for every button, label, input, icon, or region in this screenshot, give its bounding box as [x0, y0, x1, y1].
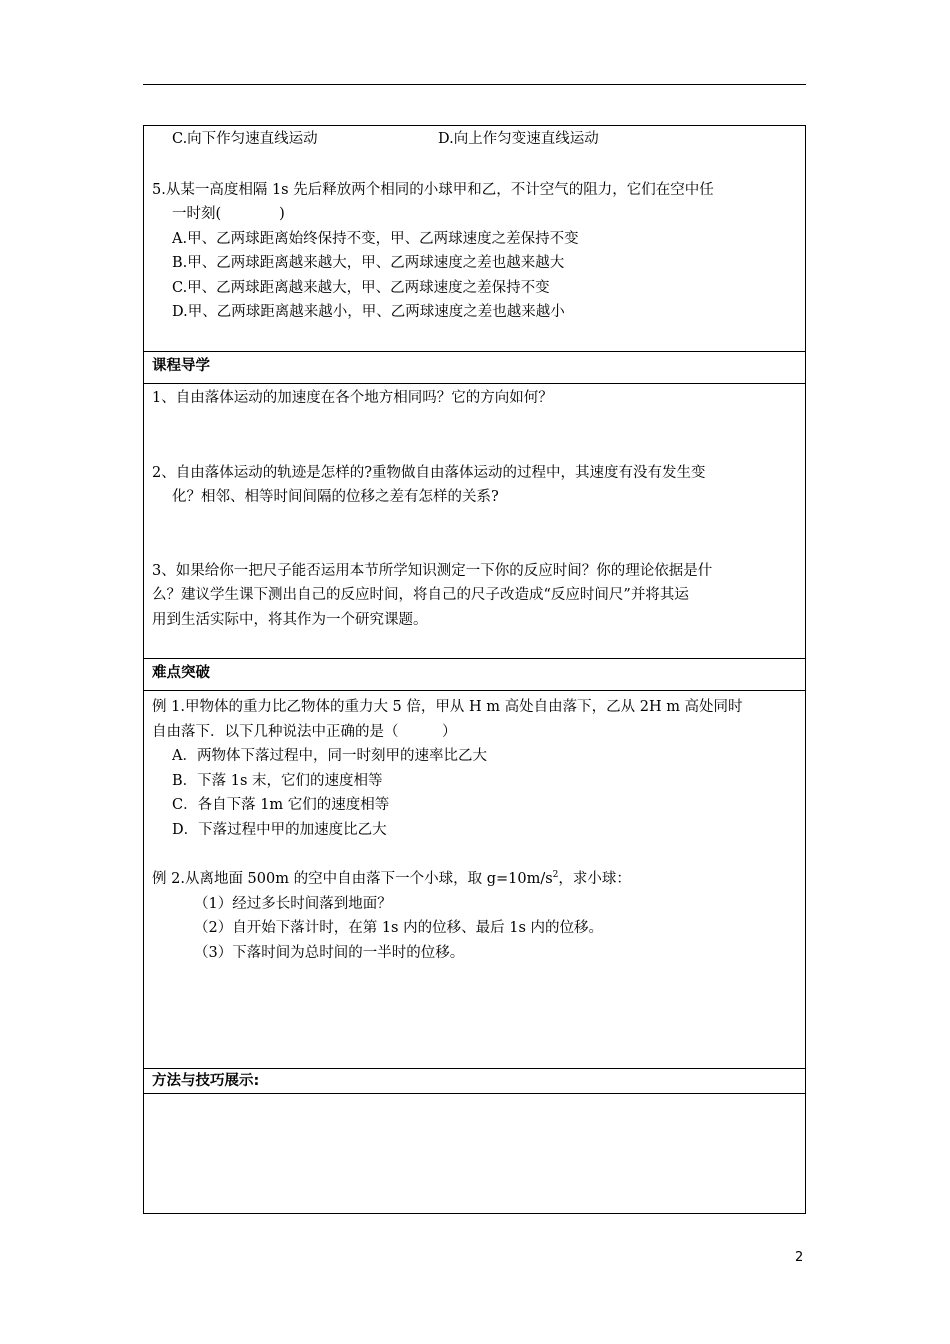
- guide-q2-line2: 化？相邻、相等时间间隔的位移之差有怎样的关系?: [172, 489, 499, 505]
- q5-option-b: B.甲、乙两球距离越来越大，甲、乙两球速度之差也越来越大: [172, 255, 565, 271]
- difficulty-header: 难点突破: [144, 659, 805, 691]
- example1-line1: 例 1.甲物体的重力比乙物体的重力大 5 倍，甲从 H m 高处自由落下，乙从 2H m 高处同时: [152, 699, 743, 715]
- example2-exponent: 2: [552, 870, 559, 881]
- header-rule: [143, 84, 806, 85]
- example1-option-a: A．两物体下落过程中，同一时刻甲的速率比乙大: [172, 748, 487, 764]
- q5-option-c: C.甲、乙两球距离越来越大，甲、乙两球速度之差保持不变: [172, 279, 550, 296]
- difficulty-content: [144, 691, 805, 1069]
- guide-q1: 1、自由落体运动的加速度在各个地方相同吗？它的方向如何？: [152, 390, 553, 406]
- guide-q3-line3: 用到生活实际中，将其作为一个研究课题。: [152, 611, 428, 628]
- worksheet-table: [143, 125, 806, 1214]
- example2-part1: （1）经过多长时间落到地面？: [194, 895, 392, 912]
- q5-option-d: D.甲、乙两球距离越来越小，甲、乙两球速度之差也越来越小: [172, 304, 565, 320]
- methods-header: 方法与技巧展示:: [144, 1069, 805, 1094]
- option-c: C.向下作匀速直线运动: [172, 131, 318, 147]
- options-cd-row: [144, 126, 805, 152]
- example2-stem-text: 例 2.从离地面 500m 的空中自由落下一个小球，取 g=10m/s: [152, 871, 553, 887]
- q5-stem-line1: 5.从某一高度相隔 1s 先后释放两个相同的小球甲和乙，不计空气的阻力，它们在空中任: [152, 181, 714, 198]
- example2-part3: （3）下落时间为总时间的一半时的位移。: [194, 944, 465, 961]
- q5-option-a: A.甲、乙两球距离始终保持不变，甲、乙两球速度之差保持不变: [172, 230, 579, 247]
- q5-stem-line2: 一时刻( ): [172, 206, 285, 222]
- example1-option-d: D．下落过程中甲的加速度比乙大: [172, 821, 387, 838]
- example1-option-b: B．下落 1s 末，它们的速度相等: [172, 772, 383, 789]
- guide-q3-line1: 3、如果给你一把尺子能否运用本节所学知识测定一下你的反应时间？你的理论依据是什: [152, 562, 713, 579]
- option-d: D.向上作匀变速直线运动: [438, 131, 599, 147]
- example2-stem-tail: ，求小球：: [558, 871, 631, 887]
- guide-header: 课程导学: [144, 352, 805, 384]
- guide-q2-line1: 2、自由落体运动的轨迹是怎样的?重物做自由落体运动的过程中，其速度有没有发生变: [152, 464, 706, 481]
- guide-q3-line2: 么？建议学生课下测出自己的反应时间，将自己的尺子改造成“反应时间尺”并将其运: [152, 587, 689, 603]
- methods-content: [144, 1094, 805, 1213]
- guide-content: [144, 384, 805, 659]
- example1-line2: 自由落下．以下几种说法中正确的是（ ）: [152, 723, 457, 740]
- example1-option-c: C．各自下落 1m 它们的速度相等: [172, 797, 390, 813]
- example2-part2: （2）自开始下落计时，在第 1s 内的位移、最后 1s 内的位移。: [194, 920, 603, 936]
- page-number: 2: [795, 1250, 804, 1265]
- continuation-cell: [144, 126, 805, 352]
- example2-stem: [144, 867, 805, 892]
